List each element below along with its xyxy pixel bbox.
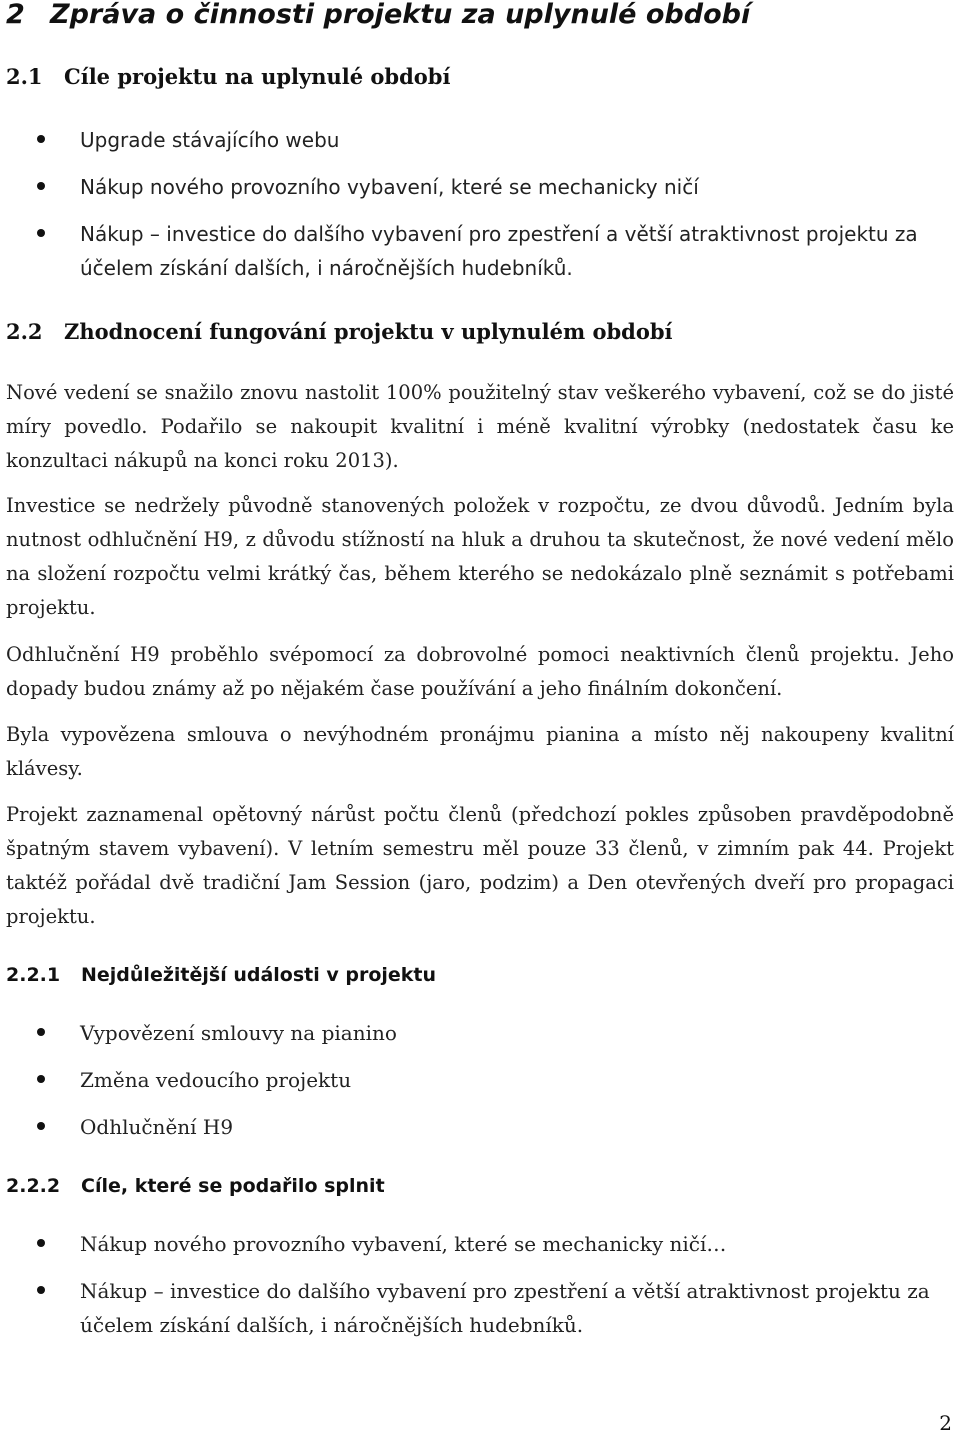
list-item [0, 1016, 960, 1050]
heading-section-2-2-2 [6, 1173, 385, 1199]
heading-title: Cíle projektu na uplynulé období [64, 64, 451, 89]
list-item-text: Nákup nového provozního vybavení, které se mechanicky ničí [80, 175, 699, 199]
heading-title: Nejdůležitější události v projektu [81, 964, 437, 986]
goals-list [0, 123, 960, 298]
list-item [0, 1274, 960, 1342]
heading-title: Zhodnocení fungování projektu v uplynulém období [64, 319, 673, 344]
paragraph: Byla vypovězena smlouva o nevýhodném pronájmu pianina a místo něj nakoupeny kvalitní klávesy. [6, 723, 954, 780]
heading-section-2-2-1 [6, 962, 436, 988]
paragraph: Projekt zaznamenal opětovný nárůst počtu členů (předchozí pokles způsoben pravděpodobně špatným stavem vybavení). V letním semestru měl pouze 33 členů, v zimním pak 44. Projekt taktéž pořádal dvě tradiční Jam Session (jaro, podzim) a Den otevřených dveří pro propagaci projektu. [6, 803, 954, 928]
paragraph: Investice se nedržely původně stanovených položek v rozpočtu, ze dvou důvodů. Jedním byla nutnost odhlučnění H9, z důvodu stížností na hluk a druhou ta skutečnost, že nové vedení mělo na složení rozpočtu velmi krátký čas, během kterého se nedokázalo plně seznámit s potřebami projektu. [6, 494, 954, 619]
bullet-icon [37, 229, 45, 237]
list-item [0, 1227, 960, 1261]
events-list [0, 1016, 960, 1157]
page-number: 2 [939, 1411, 952, 1435]
heading-title: Zpráva o činnosti projektu za uplynulé období [50, 0, 751, 30]
heading-number: 2 [6, 0, 25, 30]
list-item-text: Nákup nového provozního vybavení, které se mechanicky ničí… [80, 1232, 727, 1256]
bullet-icon [37, 1239, 45, 1247]
bullet-icon [37, 1075, 45, 1083]
heading-section-2 [6, 0, 750, 32]
list-item [0, 217, 960, 285]
paragraph: Odhlučnění H9 proběhlo svépomocí za dobrovolné pomoci neaktivních členů projektu. Jeho dopady budou známy až po nějakém čase používání a jeho finálním dokončení. [6, 643, 954, 700]
list-item-text: Nákup – investice do dalšího vybavení pro zpestření a větší atraktivnost projektu za účelem získání dalších, i náročnějších hudebníků. [80, 1279, 930, 1337]
list-item-text: Nákup – investice do dalšího vybavení pro zpestření a větší atraktivnost projektu za účelem získání dalších, i náročnějších hudebníků. [80, 222, 918, 280]
heading-section-2-1 [6, 63, 450, 91]
bullet-icon [37, 1286, 45, 1294]
list-item [0, 170, 960, 204]
paragraph: Nové vedení se snažilo znovu nastolit 100% použitelný stav veškerého vybavení, což se do jisté míry povedlo. Podařilo se nakoupit kvalitní i méně kvalitní výrobky (nedostatek času ke konzultaci nákupů na konci roku 2013). [6, 381, 954, 472]
achieved-goals-list [0, 1227, 960, 1355]
heading-title: Cíle, které se podařilo splnit [81, 1175, 385, 1197]
bullet-icon [37, 1122, 45, 1130]
list-item [0, 1110, 960, 1144]
heading-number: 2.1 [6, 64, 43, 89]
heading-section-2-2 [6, 318, 673, 346]
list-item-text: Upgrade stávajícího webu [80, 128, 340, 152]
list-item-text: Změna vedoucího projektu [80, 1068, 352, 1092]
list-item-text: Odhlučnění H9 [80, 1115, 234, 1139]
bullet-icon [37, 135, 45, 143]
list-item [0, 123, 960, 157]
list-item-text: Vypovězení smlouvy na pianino [80, 1021, 397, 1045]
bullet-icon [37, 1028, 45, 1036]
list-item [0, 1063, 960, 1097]
heading-number: 2.2.1 [6, 964, 61, 986]
bullet-icon [37, 182, 45, 190]
heading-number: 2.2.2 [6, 1175, 61, 1197]
heading-number: 2.2 [6, 319, 43, 344]
